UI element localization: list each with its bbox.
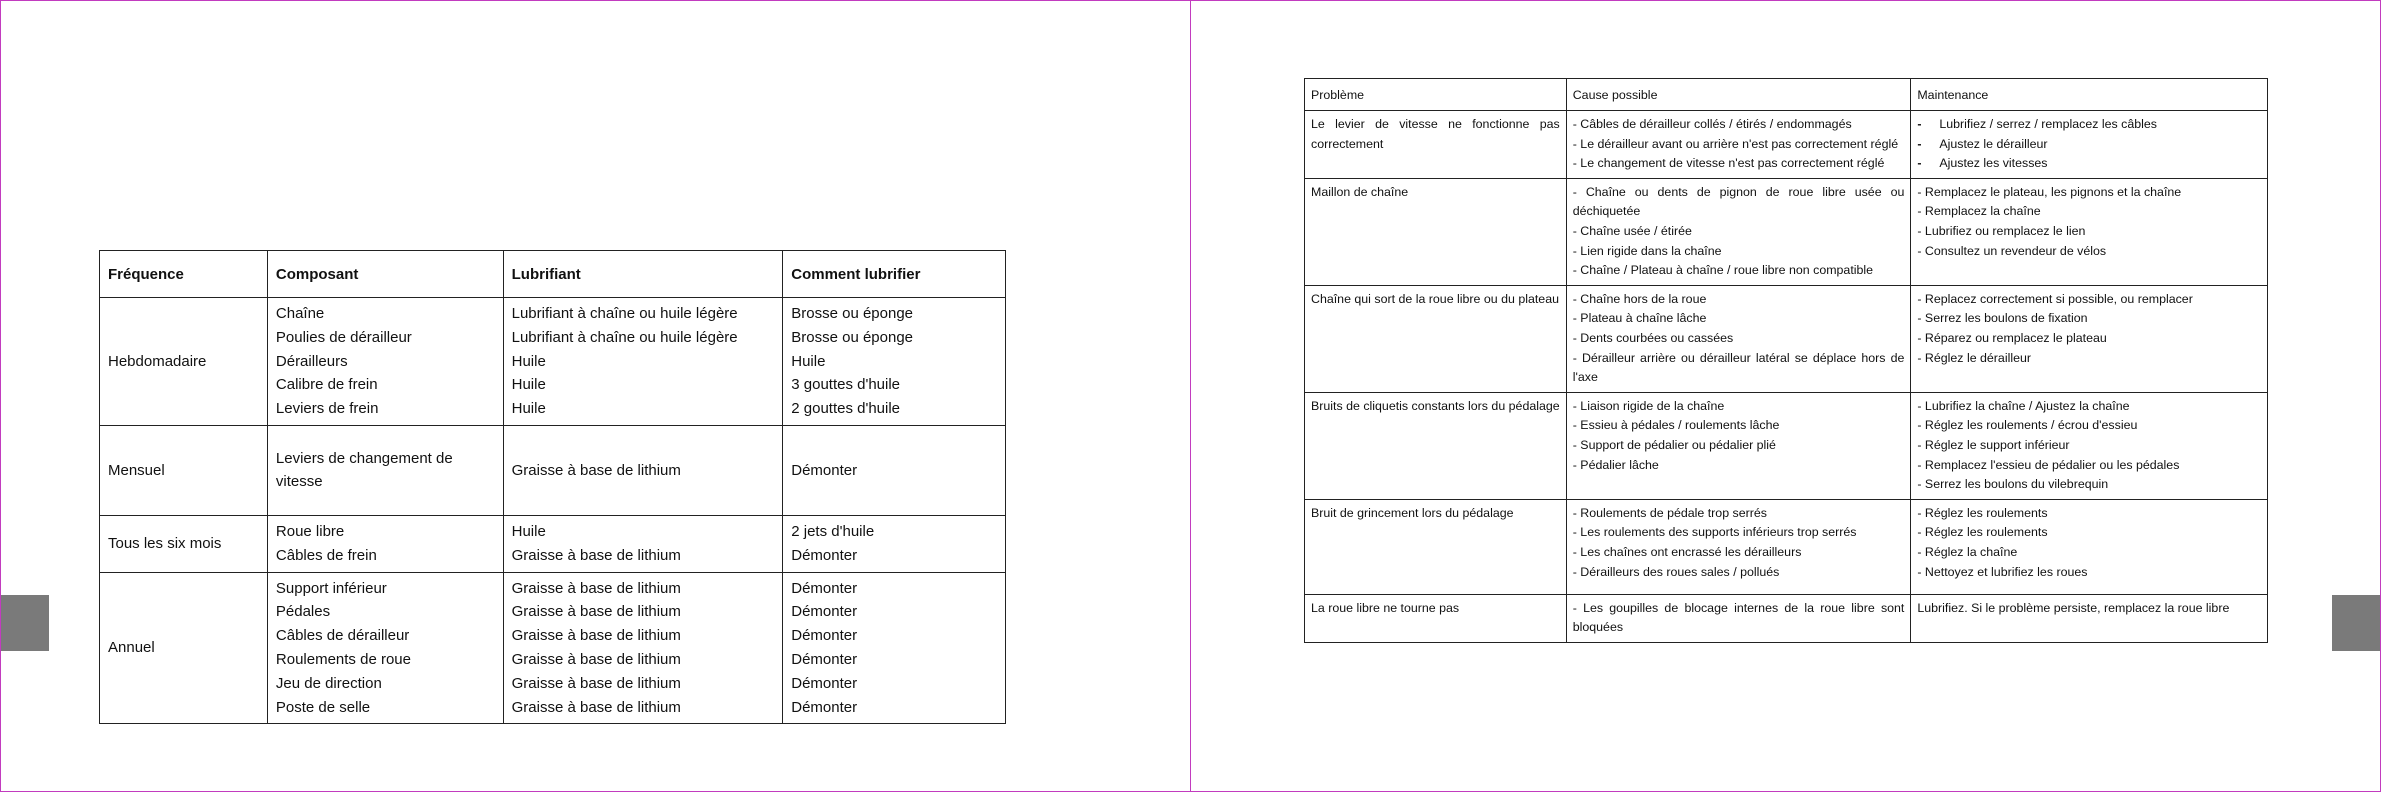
table-row	[100, 572, 1006, 724]
maintenance-item: - Remplacez l'essieu de pédalier ou les pédales	[1917, 457, 2180, 472]
maintenance-cell	[1911, 111, 2268, 179]
problem-cell: Bruit de grincement lors du pédalage	[1305, 499, 1567, 594]
component-item: Leviers de changement de vitesse	[275, 449, 453, 491]
method-item: Brosse ou éponge	[791, 328, 914, 346]
component-item: Dérailleurs	[275, 352, 348, 370]
component-item: Câbles de frein	[275, 546, 377, 564]
page-tab-left	[1, 595, 49, 651]
component-item: Chaîne	[275, 305, 325, 322]
maintenance-item: - Serrez les boulons du vilebrequin	[1917, 477, 2109, 492]
problem-cell: Maillon de chaîne	[1305, 178, 1567, 285]
table-row	[1305, 285, 2268, 392]
cause-cell	[1566, 178, 1911, 285]
component-cell	[267, 425, 503, 515]
component-item: Leviers de frein	[275, 400, 379, 418]
maintenance-item: - Réglez les roulements	[1917, 505, 2048, 520]
table-row	[100, 515, 1006, 572]
cause-item: - Roulements de pédale trop serrés	[1572, 505, 1767, 520]
lubricant-item: Graisse à base de lithium	[511, 603, 681, 621]
table-row	[1305, 111, 2268, 179]
lubricant-item: Huile	[511, 376, 546, 394]
cause-item: - Câbles de dérailleur collés / étirés / endommagés	[1572, 117, 1852, 131]
lubricant-item: Huile	[511, 522, 546, 540]
table-row	[100, 298, 1006, 426]
cause-item: - Pédalier lâche	[1572, 457, 1659, 472]
header-component: Composant	[267, 251, 503, 298]
table-row	[1305, 392, 2268, 499]
header-frequency: Fréquence	[100, 251, 268, 298]
component-item: Câbles de dérailleur	[275, 627, 410, 645]
page-tab-right	[2332, 595, 2380, 651]
frequency-cell: Hebdomadaire	[100, 298, 268, 426]
table-header-row	[1305, 79, 2268, 111]
cause-item: - Chaîne usée / étirée	[1572, 223, 1692, 238]
frequency-cell: Tous les six mois	[100, 515, 268, 572]
maintenance-cell	[1911, 594, 2268, 642]
lubricant-item: Graisse à base de lithium	[511, 650, 681, 668]
frequency-cell: Mensuel	[100, 425, 268, 515]
component-item: Roue libre	[275, 522, 345, 540]
frequency-cell: Annuel	[100, 572, 268, 724]
maintenance-item: - Réglez la chaîne	[1917, 544, 2018, 559]
maintenance-item: - Réglez les roulements	[1917, 525, 2048, 540]
component-item: Support inférieur	[275, 579, 387, 597]
cause-cell	[1566, 285, 1911, 392]
lubricant-item: Lubrifiant à chaîne ou huile légère	[511, 328, 738, 346]
component-item: Poulies de dérailleur	[275, 328, 412, 346]
table-header-row	[100, 251, 1006, 298]
maintenance-item: - Consultez un revendeur de vélos	[1917, 243, 2107, 258]
problem-cell: Le levier de vitesse ne fonctionne pas correctement	[1305, 111, 1567, 179]
cause-item: - Dérailleur arrière ou dérailleur latéral se déplace hors de l'axe	[1572, 350, 1905, 385]
lubricant-cell	[503, 425, 783, 515]
table-row	[1305, 499, 2268, 594]
lubricant-cell	[503, 298, 783, 426]
cause-cell	[1566, 594, 1911, 642]
lubricant-item: Huile	[511, 352, 546, 370]
lubricant-item: Graisse à base de lithium	[511, 579, 681, 597]
lubricant-item: Huile	[511, 400, 546, 418]
cause-cell	[1566, 499, 1911, 594]
method-item: 3 gouttes d'huile	[791, 376, 901, 394]
component-item: Poste de selle	[275, 698, 371, 716]
maintenance-item: - Replacez correctement si possible, ou remplacer	[1917, 291, 2193, 306]
maintenance-item: - Remplacez la chaîne	[1917, 204, 2041, 219]
cause-item: - Plateau à chaîne lâche	[1572, 311, 1707, 326]
lubricant-item: Lubrifiant à chaîne ou huile légère	[511, 305, 738, 322]
cause-item: - Lien rigide dans la chaîne	[1572, 243, 1722, 258]
maintenance-item: - Réglez les roulements / écrou d'essieu	[1917, 418, 2138, 433]
maintenance-item: - Ajustez les vitesses	[1917, 154, 2261, 174]
method-cell	[783, 425, 1006, 515]
method-item: Démonter	[791, 698, 858, 716]
problem-cell: Chaîne qui sort de la roue libre ou du plateau	[1305, 285, 1567, 392]
table-row	[100, 425, 1006, 515]
cause-item: - Le changement de vitesse n'est pas correctement réglé	[1572, 156, 1885, 171]
lubricant-item: Graisse à base de lithium	[511, 546, 681, 564]
method-item: Démonter	[791, 650, 858, 668]
component-item: Jeu de direction	[275, 674, 382, 692]
method-item: Brosse ou éponge	[791, 305, 914, 322]
cause-item: - Liaison rigide de la chaîne	[1572, 398, 1725, 413]
lubricant-item: Graisse à base de lithium	[511, 674, 681, 692]
maintenance-item: - Remplacez le plateau, les pignons et la chaîne	[1917, 184, 2182, 199]
header-cause: Cause possible	[1566, 79, 1911, 111]
maintenance-cell	[1911, 178, 2268, 285]
header-lubricant: Lubrifiant	[503, 251, 783, 298]
method-item: Démonter	[791, 674, 858, 692]
lubricant-cell	[503, 572, 783, 724]
method-item: Démonter	[791, 461, 858, 479]
troubleshooting-table	[1304, 78, 2268, 643]
maintenance-item: - Lubrifiez ou remplacez le lien	[1917, 223, 2086, 238]
maintenance-cell	[1911, 285, 2268, 392]
maintenance-cell	[1911, 499, 2268, 594]
cause-item: - Chaîne ou dents de pignon de roue libre usée ou déchiquetée	[1572, 184, 1905, 219]
header-maintenance: Maintenance	[1911, 79, 2268, 111]
cause-item: - Dérailleurs des roues sales / pollués	[1572, 564, 1780, 579]
method-cell	[783, 515, 1006, 572]
method-item: Démonter	[791, 579, 858, 597]
cause-item: - Chaîne / Plateau à chaîne / roue libre non compatible	[1572, 263, 1874, 278]
maintenance-item: - Ajustez le dérailleur	[1917, 135, 2261, 155]
header-problem: Problème	[1305, 79, 1567, 111]
cause-item: - Support de pédalier ou pédalier plié	[1572, 437, 1776, 452]
maintenance-item: - Nettoyez et lubrifiez les roues	[1917, 564, 2088, 579]
maintenance-cell	[1911, 392, 2268, 499]
problem-cell: La roue libre ne tourne pas	[1305, 594, 1567, 642]
method-item: 2 gouttes d'huile	[791, 400, 901, 418]
lubricant-item: Graisse à base de lithium	[511, 461, 681, 479]
component-item: Roulements de roue	[275, 650, 411, 668]
method-cell	[783, 298, 1006, 426]
cause-item: - Les roulements des supports inférieurs trop serrés	[1572, 525, 1857, 540]
method-item: 2 jets d'huile	[791, 522, 875, 540]
lubricant-item: Graisse à base de lithium	[511, 698, 681, 716]
maintenance-item: - Réglez le support inférieur	[1917, 437, 2070, 452]
lubricant-cell	[503, 515, 783, 572]
maintenance-item: - Lubrifiez la chaîne / Ajustez la chaîne	[1917, 398, 2130, 413]
cause-cell	[1566, 392, 1911, 499]
cause-item: - Dents courbées ou cassées	[1572, 330, 1734, 345]
method-item: Démonter	[791, 627, 858, 645]
problem-cell: Bruits de cliquetis constants lors du pédalage	[1305, 392, 1567, 499]
maintenance-item: - Réparez ou remplacez le plateau	[1917, 330, 2107, 345]
component-cell	[267, 572, 503, 724]
cause-item: - Le dérailleur avant ou arrière n'est pas correctement réglé	[1572, 136, 1899, 151]
component-item: Calibre de frein	[275, 376, 378, 394]
maintenance-item: - Serrez les boulons de fixation	[1917, 311, 2088, 326]
cause-item: - Les chaînes ont encrassé les dérailleurs	[1572, 544, 1802, 559]
table-row	[1305, 594, 2268, 642]
table-row	[1305, 178, 2268, 285]
component-cell	[267, 515, 503, 572]
lubricant-item: Graisse à base de lithium	[511, 627, 681, 645]
cause-item: - Les goupilles de blocage internes de la roue libre sont bloquées	[1572, 600, 1905, 635]
maintenance-item: - Réglez le dérailleur	[1917, 350, 2031, 365]
cause-item: - Chaîne hors de la roue	[1572, 291, 1707, 306]
header-method: Comment lubrifier	[783, 251, 1006, 298]
maintenance-item: - Lubrifiez / serrez / remplacez les câbles	[1917, 115, 2261, 135]
method-item: Huile	[791, 352, 826, 370]
lubrication-table	[99, 250, 1006, 724]
method-item: Démonter	[791, 603, 858, 621]
component-item: Pédales	[275, 603, 331, 621]
component-cell	[267, 298, 503, 426]
method-cell	[783, 572, 1006, 724]
method-item: Démonter	[791, 546, 858, 564]
maintenance-item: Lubrifiez. Si le problème persiste, remplacez la roue libre	[1917, 600, 2230, 615]
cause-cell	[1566, 111, 1911, 179]
cause-item: - Essieu à pédales / roulements lâche	[1572, 418, 1780, 433]
